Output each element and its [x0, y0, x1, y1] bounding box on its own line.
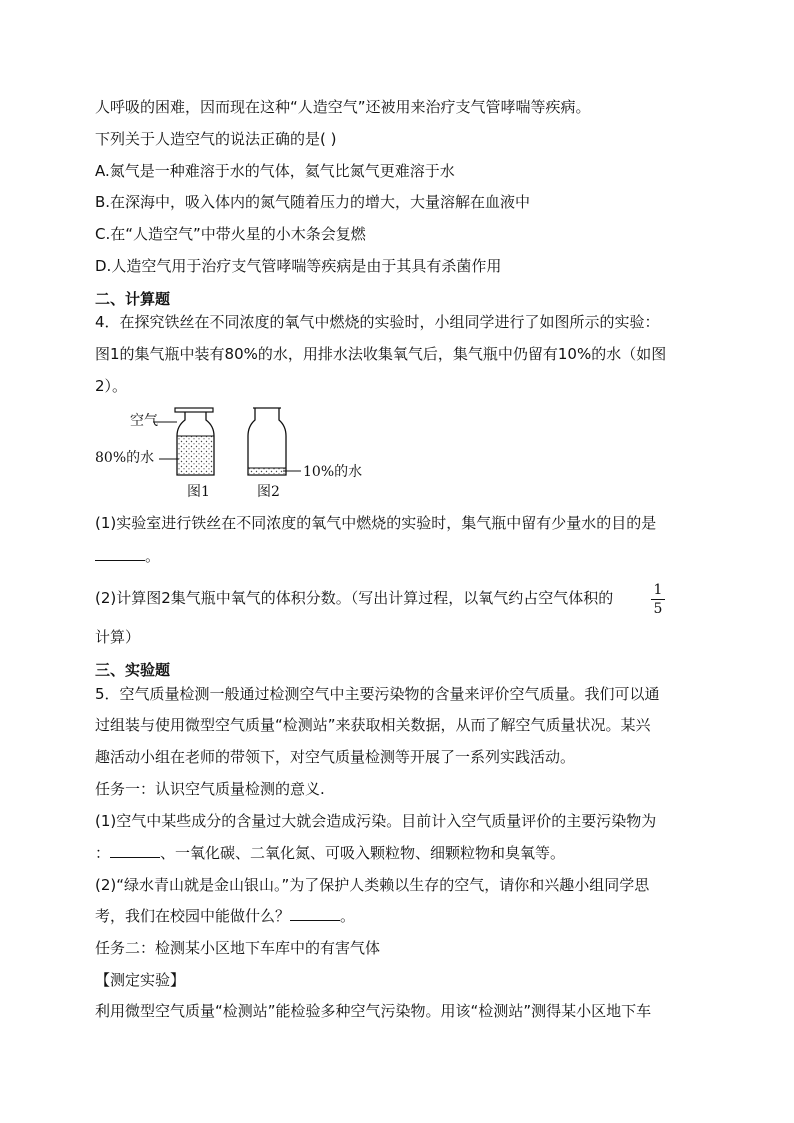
- q4-part1-end: 。: [145, 547, 161, 565]
- label-figure-2: 图2: [257, 484, 280, 500]
- answer-blank[interactable]: [290, 906, 340, 921]
- task1-q1-line-2: [95, 843, 565, 863]
- label-10-percent-water: 10%的水: [303, 464, 363, 480]
- option-b: B.在深海中，吸入体内的氮气随着压力的增大，大量溶解在血液中: [95, 193, 531, 211]
- task-two: 任务二：检测某小区地下车库中的有害气体: [95, 939, 381, 957]
- water-10-percent: [249, 468, 285, 474]
- task1-q1-rest: 、一氧化碳、二氧化氮、可吸入颗粒物、细颗粒物和臭氧等。: [160, 844, 566, 862]
- answer-blank[interactable]: [95, 546, 145, 561]
- option-a: A.氮气是一种难溶于水的气体，氦气比氮气更难溶于水: [95, 162, 455, 180]
- label-air: 空气: [130, 413, 158, 429]
- task1-q2-prompt: 考，我们在校园中能做什么？: [95, 907, 291, 925]
- fraction-bar: [651, 599, 665, 600]
- colon: ：: [95, 844, 111, 862]
- glass-plate: [175, 408, 213, 412]
- fraction-numerator: 1: [653, 582, 663, 598]
- q5-line-2: 过组装与使用微型空气质量“检测站”来获取相关数据，从而了解空气质量状况。某兴: [95, 716, 651, 734]
- section-heading-calculation: 二、计算题: [95, 290, 171, 308]
- q4-part1-line-2: [95, 546, 160, 566]
- experiment-line-1: 利用微型空气质量“检测站”能检验多种空气污染物。用该“检测站”测得某小区地下车: [95, 1002, 652, 1020]
- experiment-heading: 【测定实验】: [95, 971, 186, 989]
- gas-bottle-figure: [95, 400, 395, 505]
- task-one: 任务一：认识空气质量检测的意义.: [95, 780, 325, 798]
- task1-q2-end: 。: [340, 907, 356, 925]
- water-80-percent: [178, 436, 213, 474]
- fraction-denominator: 5: [653, 601, 663, 617]
- q5-line-3: 趣活动小组在老师的带领下，对空气质量检测等开展了一系列实践活动。: [95, 748, 576, 766]
- option-d: D.人造空气用于治疗支气管哮喘等疾病是由于其具有杀菌作用: [95, 257, 502, 275]
- task1-q2-line-1: (2)“绿水青山就是金山银山。”为了保护人类赖以生存的空气，请你和兴趣小组同学思: [95, 876, 650, 894]
- task1-q1-line-1: (1)空气中某些成分的含量过大就会造成污染。目前计入空气质量评价的主要污染物为: [95, 812, 657, 830]
- answer-blank[interactable]: [110, 843, 160, 858]
- q5-line-1: 5．空气质量检测一般通过检测空气中主要污染物的含量来评价空气质量。我们可以通: [95, 685, 660, 703]
- q4-part1-line-1: (1)实验室进行铁丝在不同浓度的氧气中燃烧的实验时，集气瓶中留有少量水的目的是: [95, 514, 657, 532]
- q4-part2-line-2: 计算）: [95, 628, 141, 646]
- bottle-2: [248, 408, 301, 475]
- task1-q2-line-2: [95, 906, 355, 926]
- bottle-1: [153, 408, 214, 475]
- fraction-one-fifth: [651, 582, 665, 617]
- q4-line-3: 2）。: [95, 377, 128, 395]
- q4-line-2: 图1的集气瓶中装有80%的水，用排水法收集氧气后，集气瓶中仍留有10%的水（如图: [95, 345, 667, 363]
- label-figure-1: 图1: [187, 484, 210, 500]
- option-c: C.在“人造空气”中带火星的小木条会复燃: [95, 225, 366, 243]
- text-line: 人呼吸的困难，因而现在这种“人造空气”还被用来治疗支气管哮喘等疾病。: [95, 98, 591, 116]
- section-heading-experiment: 三、实验题: [95, 661, 171, 679]
- question-stem: 下列关于人造空气的说法正确的是( ): [95, 130, 337, 148]
- q4-line-1: 4．在探究铁丝在不同浓度的氧气中燃烧的实验时，小组同学进行了如图所示的实验：: [95, 313, 660, 331]
- label-80-percent-water: 80%的水: [95, 450, 155, 466]
- q4-part2-line-1: (2)计算图2集气瓶中氧气的体积分数。（写出计算过程，以氧气约占空气体积的: [95, 589, 614, 607]
